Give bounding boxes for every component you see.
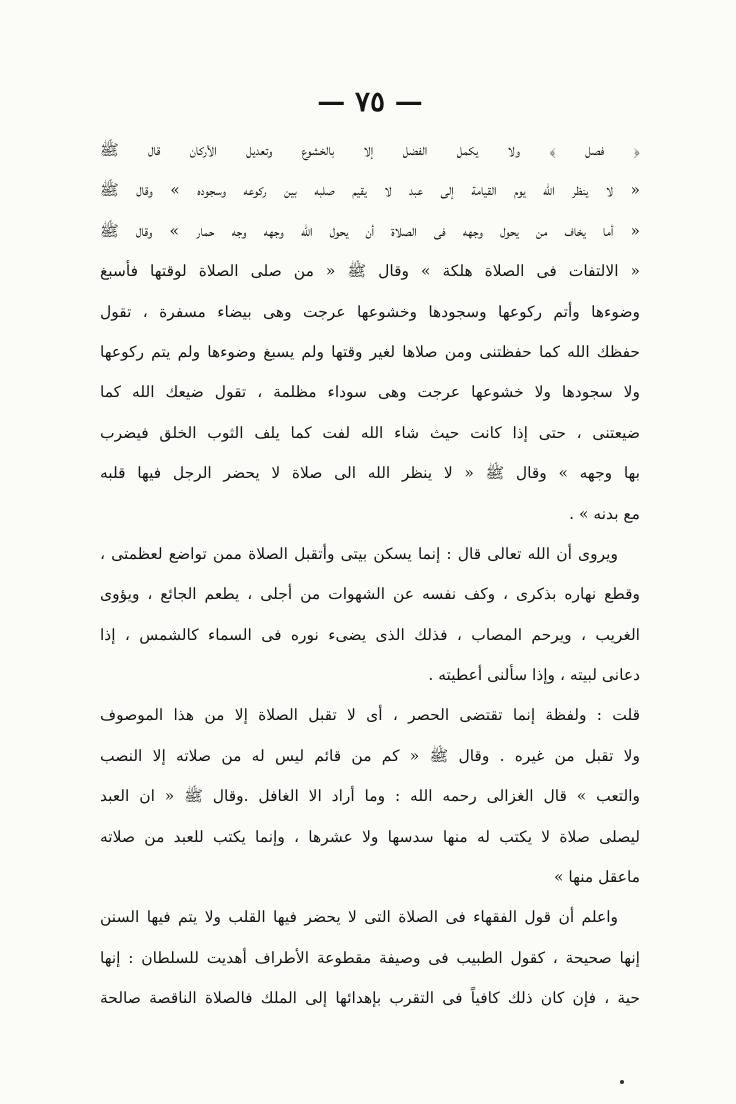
text-line: مع بدنه » . bbox=[569, 504, 640, 523]
text-line: وقطع نهاره بذكرى ، وكف نفسه عن الشهوات من أجلى ، يطعم الجائع ، ويؤوى bbox=[100, 585, 640, 604]
text-line: بها وجهه » وقال ﷺ « لا ينظر الله الى صلاة لا يحضر الرجل فيها قلبه bbox=[100, 464, 640, 483]
text-line: الغريب ، ويرحم المصاب ، فذلك الذى يضىء نوره فى السماء كالشمس ، إذا bbox=[100, 625, 640, 644]
paragraph-1 bbox=[100, 130, 640, 534]
paragraph-4 bbox=[100, 897, 640, 1018]
text-line: قلت : ولفظة إنما تقتضى الحصر ، أى لا تقبل الصلاة إلا من هذا الموصوف bbox=[100, 706, 640, 725]
text-line: ولا سجودها ولا خشوعها عرجت وهى سوداء مظلمة ، تقول ضيعك الله كما bbox=[100, 383, 640, 402]
text-line: وضوءها وأتم ركوعها وسجودها وخشوعها عرجت وهى بيضاء مسفرة ، تقول bbox=[100, 302, 640, 321]
text-line: « الالتفات فى الصلاة هلكة » وقال ﷺ « من صلى الصلاة لوقتها فأسبغ bbox=[100, 262, 640, 281]
text-line: حية ، فإن كان ذلك كافياً فى التقرب بإهدائها إلى الملك فالصلاة الناقصة صالحة bbox=[100, 989, 640, 1008]
text-line: دعانى لبيته ، وإذا سألنى أعطيته . bbox=[428, 666, 640, 685]
text-line: واعلم أن قول الفقهاء فى الصلاة التى لا يحضر فيها القلب ولا يتم فيها السنن bbox=[100, 908, 618, 927]
text-line: « أما يخاف من يحول وجهه فى الصلاة أن يحول الله وجهه وجه حمار » وقال ﷺ bbox=[100, 221, 640, 240]
text-line: « لا ينظر الله يوم القيامة إلى عبد لا يقيم صلبه بين ركوعه وسجوده » وقال ﷺ bbox=[100, 181, 640, 200]
text-line: ويروى أن الله تعالى قال : إنما يسكن بيتى وأتقبل الصلاة ممن تواضع لعظمتى ، bbox=[100, 544, 618, 563]
text-line: ﴿ فصل ﴾ ولا يكمل الفضل إلا بالخشوع وتعديل الأركان قال ﷺ bbox=[100, 141, 640, 159]
scan-speck bbox=[620, 1080, 624, 1084]
text-line: إنها صحيحة ، كقول الطبيب فى وصيفة مقطوعة الأطراف أهديت للسلطان : إنها bbox=[100, 948, 640, 967]
paragraph-2 bbox=[100, 534, 640, 696]
text-line: ماعقل منها » bbox=[553, 868, 640, 887]
text-line: ولا تقبل من غيره . وقال ﷺ « كم من قائم ليس له من صلاته إلا النصب bbox=[100, 746, 640, 765]
document-page bbox=[100, 0, 640, 1104]
text-line: ليصلى صلاة لا يكتب له منها سدسها ولا عشرها ، وإنما يكتب للعبد من صلاته bbox=[100, 827, 640, 846]
text-line: ضيعتنى ، حتى إذا كانت حيث شاء الله لفت كما يلف الثوب الخلق فيضرب bbox=[100, 423, 640, 442]
paragraph-3 bbox=[100, 695, 640, 897]
text-line: حفظك الله كما حفظتنى ومن صلاها لغير وقتها ولم يسبغ وضوءها ولم يتم ركوعها bbox=[100, 342, 640, 361]
text-line: والتعب » قال الغزالى رحمه الله : وما أراد الا الغافل .وقال ﷺ « ان العبد bbox=[100, 787, 640, 806]
page-number: — ٧٥ — bbox=[317, 85, 423, 118]
text-body bbox=[100, 130, 640, 1019]
